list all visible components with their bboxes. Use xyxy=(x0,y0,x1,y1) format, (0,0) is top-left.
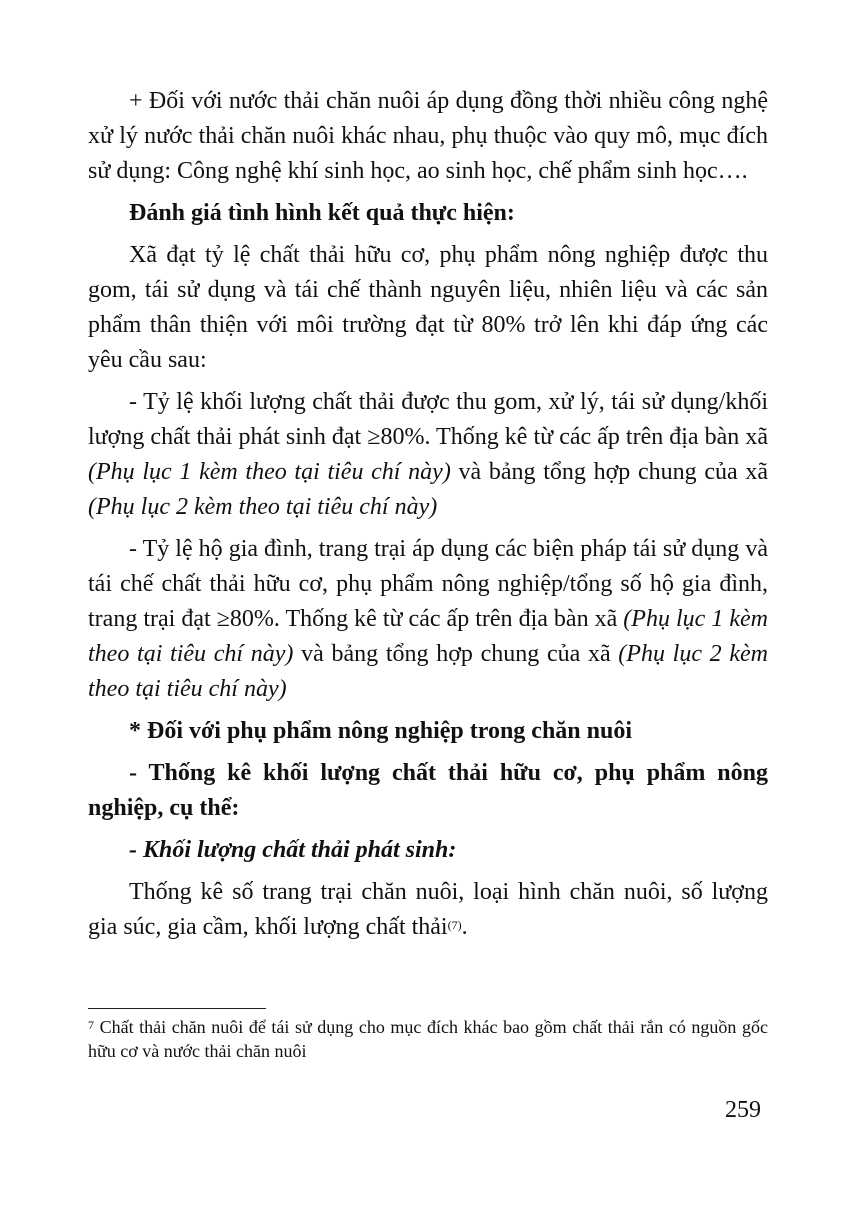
text-run: . xyxy=(461,914,468,940)
text-run: Thống kê số trang trại chăn nuôi, loại hình chăn nuôi, số lượng gia súc, gia cầm, khối lượng chất thải xyxy=(88,879,768,940)
appendix-1-reference: (Phụ lục 1 kèm theo tại tiêu chí này) xyxy=(88,606,768,667)
appendix-2-reference: (Phụ lục 2 kèm theo tại tiêu chí này) xyxy=(88,641,769,702)
heading-evaluation: Đánh giá tình hình kết quả thực hiện: xyxy=(129,200,515,226)
text-run: - Tỷ lệ khối lượng chất thải được thu gom, xử lý, tái sử dụng/khối lượng chất thải phát sinh đạt ≥80%. Thống kê từ các ấp trên địa bàn xã xyxy=(88,389,768,450)
text-run: - Tỷ lệ hộ gia đình, trang trại áp dụng các biện pháp tái sử dụng và tái chế chất thải hữu cơ, phụ phẩm nông nghiệp/tổng số hộ gia đình, trang trại đạt ≥80%. Thống kê từ các ấp trên địa bàn xã xyxy=(88,536,768,632)
paragraph-farm-statistics xyxy=(88,875,768,945)
appendix-1-reference: (Phụ lục 1 kèm theo tại tiêu chí này) xyxy=(88,459,451,485)
page-body xyxy=(88,84,768,952)
paragraph-wastewater-tech: + Đối với nước thải chăn nuôi áp dụng đồng thời nhiều công nghệ xử lý nước thải chăn nuôi khác nhau, phụ thuộc vào quy mô, mục đích sử dụng: Công nghệ khí sinh học, ao sinh học, chế phẩm sinh học…. xyxy=(88,88,768,184)
heading-livestock-byproducts: * Đối với phụ phẩm nông nghiệp trong chăn nuôi xyxy=(129,718,633,744)
heading-statistics: - Thống kê khối lượng chất thải hữu cơ, phụ phẩm nông nghiệp, cụ thể: xyxy=(88,760,768,821)
footnote-reference[interactable]: (7) xyxy=(447,918,462,932)
footnote-divider xyxy=(88,1008,266,1009)
heading-waste-generated: - Khối lượng chất thải phát sinh: xyxy=(129,837,457,863)
paragraph-household-rate xyxy=(88,532,768,707)
page-number: 259 xyxy=(725,1097,761,1123)
footnote-mark: 7 xyxy=(88,1018,94,1032)
footnote xyxy=(88,1015,768,1063)
paragraph-waste-volume-rate xyxy=(88,385,768,525)
paragraph-commune-rate: Xã đạt tỷ lệ chất thải hữu cơ, phụ phẩm nông nghiệp được thu gom, tái sử dụng và tái chế thành nguyên liệu, nhiên liệu và các sản phẩm thân thiện với môi trường đạt từ 80% trở lên khi đáp ứng các yêu cầu sau: xyxy=(88,242,768,373)
footnote-text: Chất thải chăn nuôi để tái sử dụng cho mục đích khác bao gồm chất thải rắn có nguồn gốc hữu cơ và nước thải chăn nuôi xyxy=(88,1017,768,1061)
text-run: và bảng tổng hợp chung của xã xyxy=(450,459,769,485)
appendix-2-reference: (Phụ lục 2 kèm theo tại tiêu chí này) xyxy=(88,494,438,520)
text-run: và bảng tổng hợp chung của xã xyxy=(293,641,619,667)
